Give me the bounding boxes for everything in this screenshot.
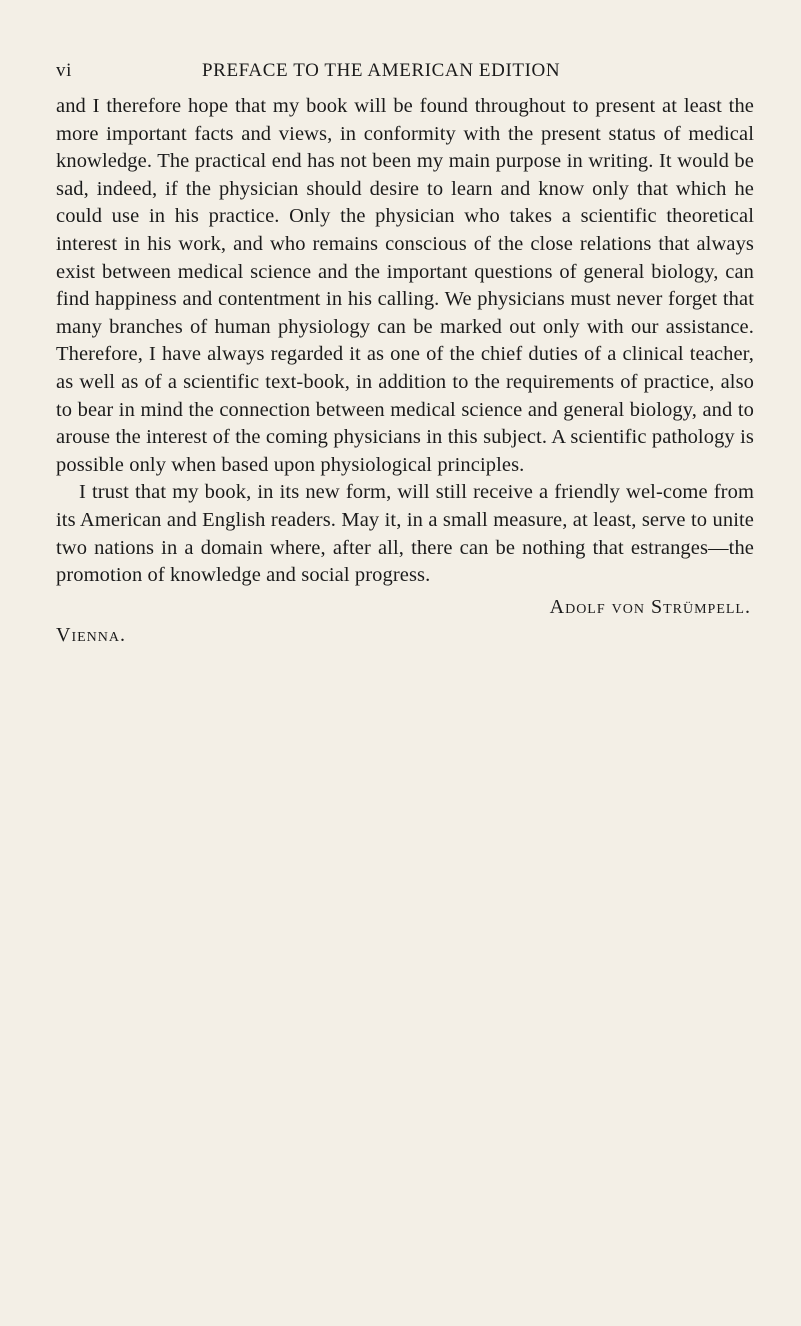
running-head — [56, 52, 754, 86]
book-page — [56, 52, 754, 647]
place-of-writing: Vienna. — [56, 623, 126, 646]
paragraph-continued: and I therefore hope that my book will be found throughout to present at least the more important facts and views, in conformity with the present status of medical knowledge. The practical end has not been my main purpose in writing. It would be sad, indeed, if the physician should desire to learn and know only that which he could use in his practice. Only the physician who takes a scientific theoretical interest in his work, and who remains conscious of the close relations that always exist between medical science and the important questions of general biology, can find happiness and contentment in his calling. We physicians must never forget that many branches of human physiology can be marked out only with our assistance. Therefore, I have always regarded it as one of the chief duties of a clinical teacher, as well as of a scientific text-book, in addition to the requirements of practice, also to bear in mind the connection between medical science and general biology, and to arouse the interest of the coming physicians in this subject. A scientific pathology is possible only when based upon physiological principles. — [56, 95, 754, 476]
page-number: vi — [56, 60, 72, 81]
running-title: PREFACE TO THE AMERICAN EDITION — [202, 60, 561, 81]
body-text — [56, 93, 754, 590]
author-signature: Adolf von Strümpell. — [549, 595, 751, 618]
paragraph-closing: I trust that my book, in its new form, will still receive a friendly wel-come from its American and English readers. May it, in a small measure, at least, serve to unite two nations in a domain where, after all, there can be nothing that estranges—the promotion of knowledge and social progress. — [56, 481, 754, 587]
